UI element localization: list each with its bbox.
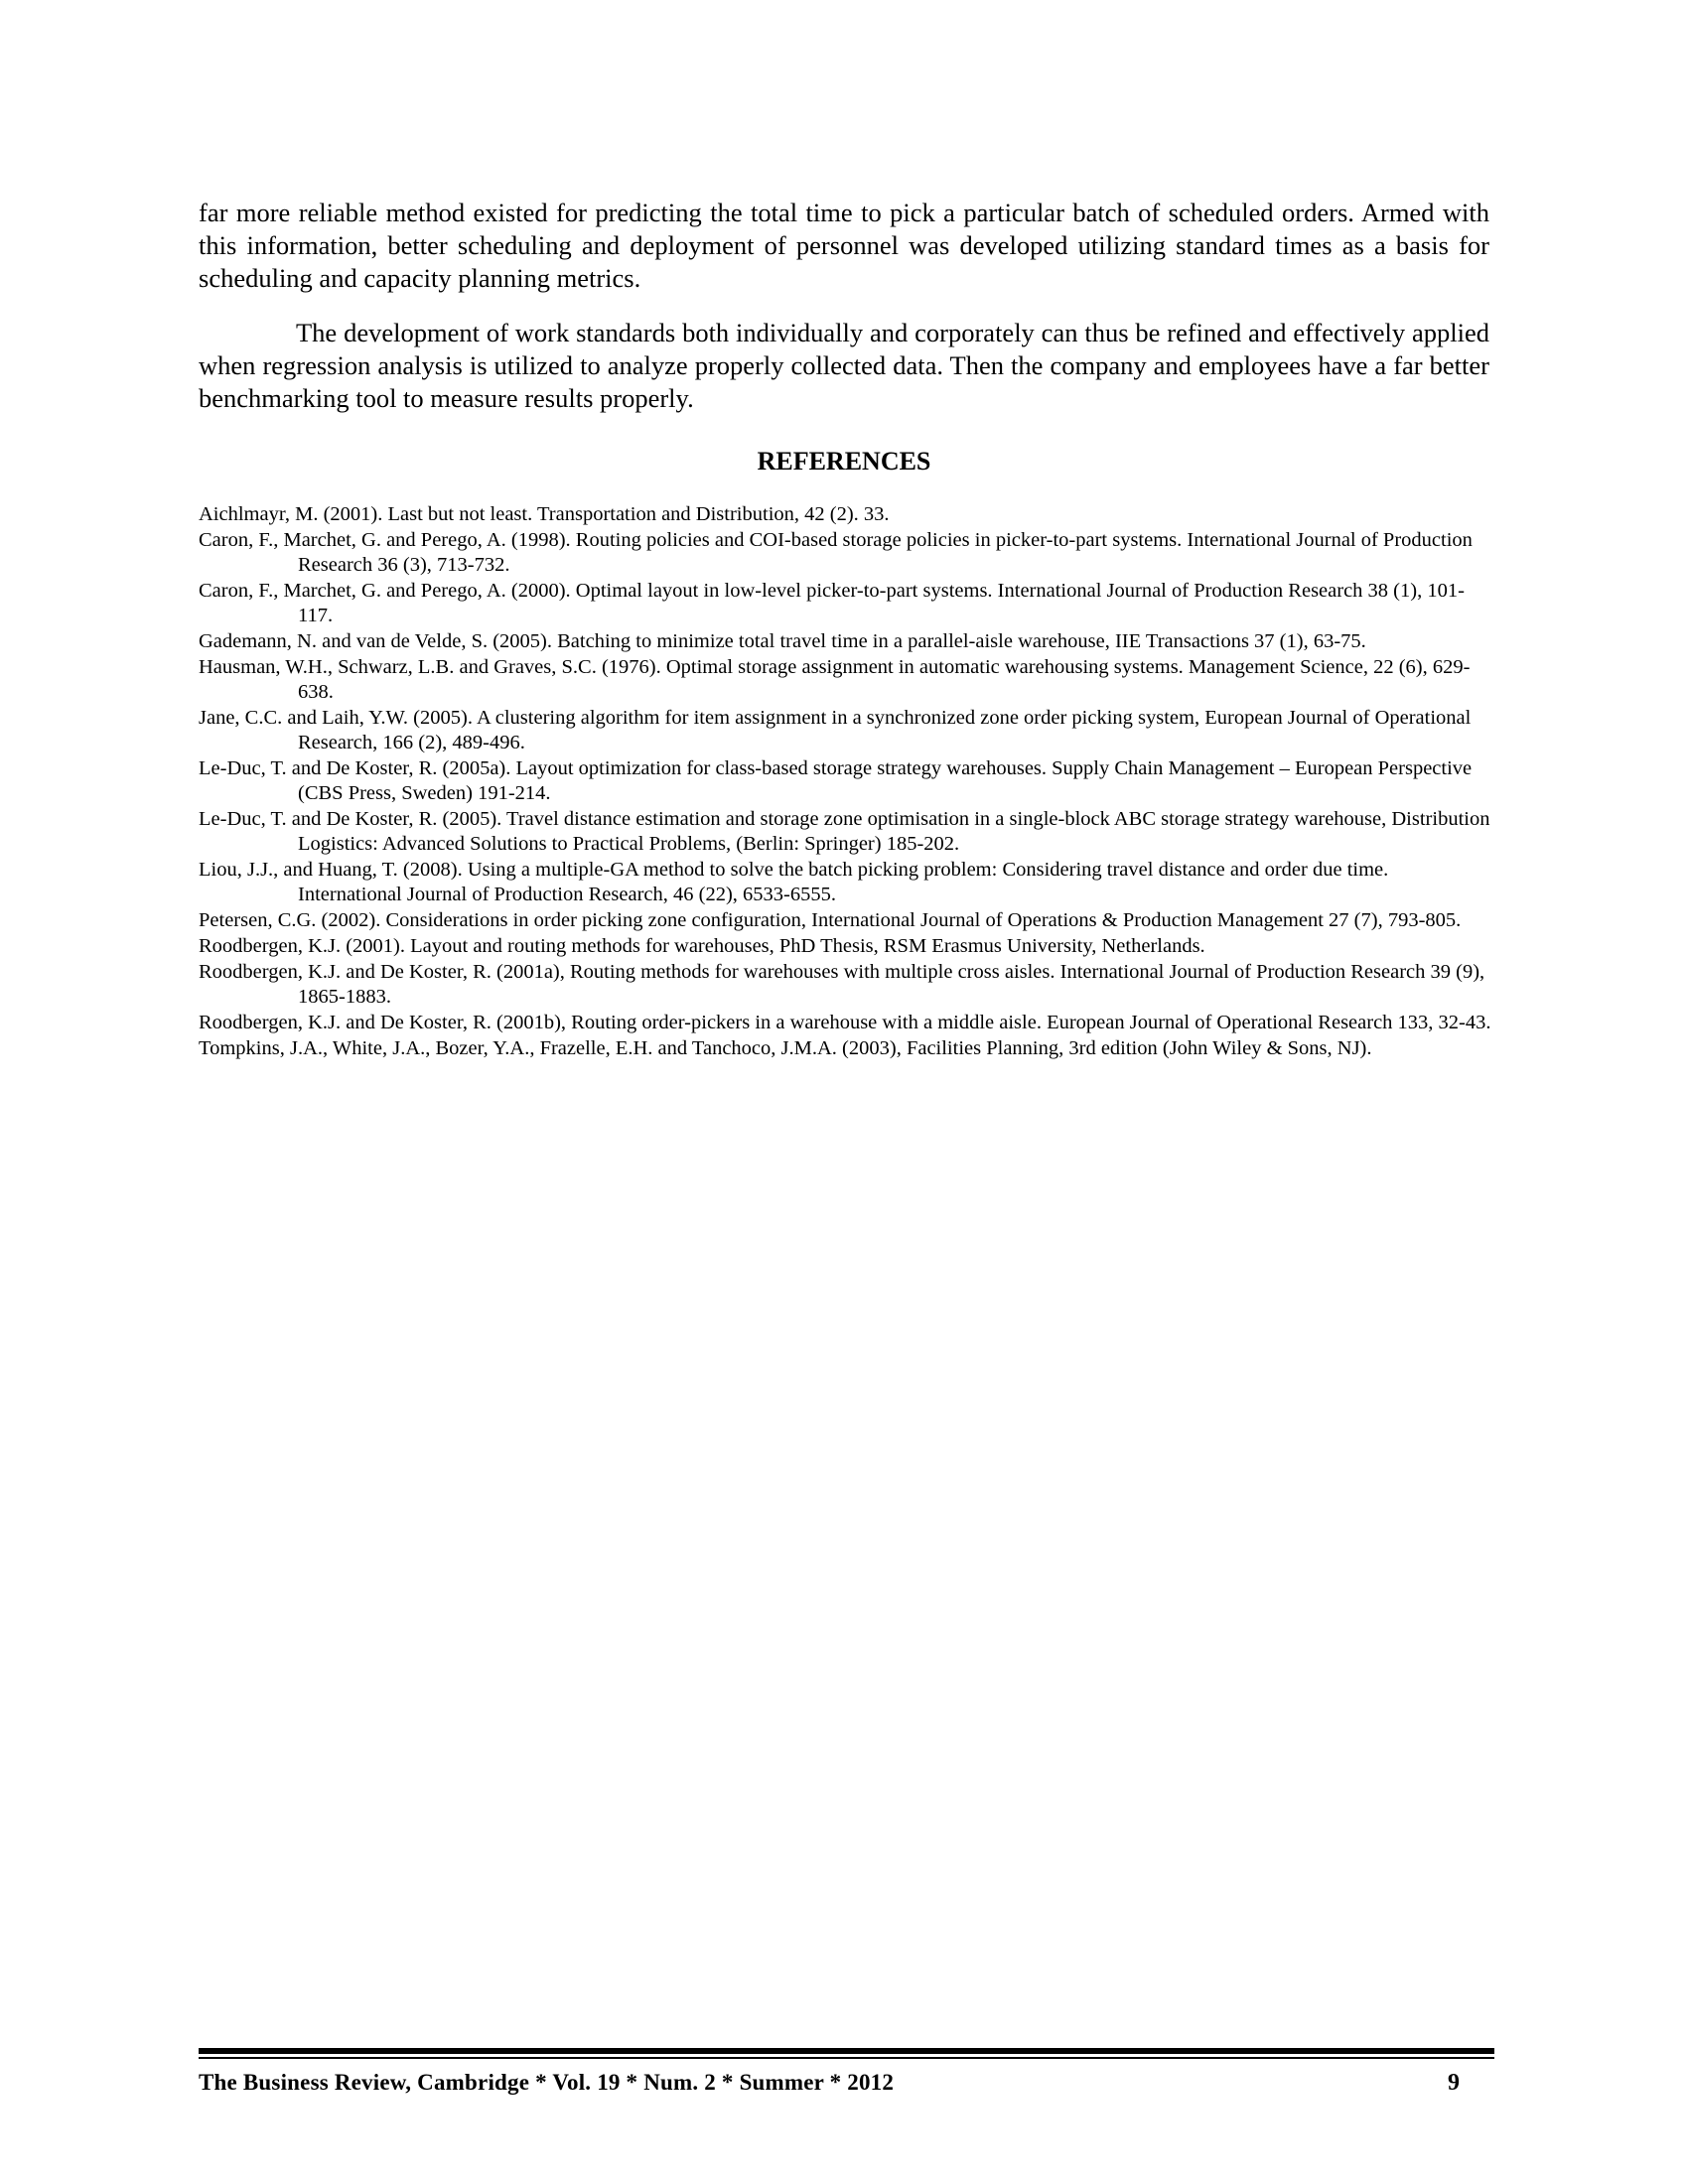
reference-item: Jane, C.C. and Laih, Y.W. (2005). A clustering algorithm for item assignment in a synchronized zone order picking system, European Journal of Operational Research, 166 (2), 489-496. xyxy=(199,707,1472,753)
footer-rule-thick xyxy=(199,2048,1494,2054)
reference-item: Gademann, N. and van de Velde, S. (2005). Batching to minimize total travel time in a parallel-aisle warehouse, IIE Transactions 37 (1), 63-75. xyxy=(199,630,1366,652)
body-text xyxy=(199,197,1489,437)
reference-item: Tompkins, J.A., White, J.A., Bozer, Y.A., Frazelle, E.H. and Tanchoco, J.M.A. (2003), Facilities Planning, 3rd edition (John Wiley & Sons, NJ). xyxy=(199,1037,1372,1059)
references-heading: REFERENCES xyxy=(757,447,931,476)
footer-rule-thin xyxy=(199,2057,1494,2059)
reference-item: Caron, F., Marchet, G. and Perego, A. (2000). Optimal layout in low-level picker-to-part systems. International Journal of Production Research 38 (1), 101-117. xyxy=(199,580,1465,626)
reference-item: Le-Duc, T. and De Koster, R. (2005). Travel distance estimation and storage zone optimisation in a single-block ABC storage strategy warehouse, Distribution Logistics: Advanced Solutions to Practical Problems, (Berlin: Springer) 185-202. xyxy=(199,808,1490,855)
reference-item: Aichlmayr, M. (2001). Last but not least. Transportation and Distribution, 42 (2). 33. xyxy=(199,503,890,525)
reference-item: Roodbergen, K.J. and De Koster, R. (2001a), Routing methods for warehouses with multiple cross aisles. International Journal of Production Research 39 (9), 1865-1883. xyxy=(199,961,1485,1008)
reference-item: Caron, F., Marchet, G. and Perego, A. (1998). Routing policies and COI-based storage policies in picker-to-part systems. International Journal of Production Research 36 (3), 713-732. xyxy=(199,529,1473,576)
page-number: 9 xyxy=(1448,2070,1460,2096)
body-paragraph: The development of work standards both individually and corporately can thus be refined and effectively applied when regression analysis is utilized to analyze properly collected data. Then the company and employees have a far better benchmarking tool to measure results properly. xyxy=(199,318,1489,413)
reference-item: Petersen, C.G. (2002). Considerations in order picking zone configuration, International Journal of Operations & Production Management 27 (7), 793-805. xyxy=(199,909,1462,931)
body-paragraph: far more reliable method existed for predicting the total time to pick a particular batch of scheduled orders. Armed with this information, better scheduling and deployment of personnel was developed utilizing standard times as a basis for scheduling and capacity planning metrics. xyxy=(199,198,1489,293)
reference-item: Roodbergen, K.J. (2001). Layout and routing methods for warehouses, PhD Thesis, RSM Erasmus University, Netherlands. xyxy=(199,935,1205,957)
footer-journal-info: The Business Review, Cambridge * Vol. 19 * Num. 2 * Summer * 2012 xyxy=(199,2070,895,2095)
reference-item: Roodbergen, K.J. and De Koster, R. (2001b), Routing order-pickers in a warehouse with a middle aisle. European Journal of Operational Research 133, 32-43. xyxy=(199,1012,1491,1033)
reference-item: Liou, J.J., and Huang, T. (2008). Using a multiple-GA method to solve the batch picking problem: Considering travel distance and order due time. International Journal of Production Research, 46 (22), 6533-6555. xyxy=(199,859,1389,905)
reference-item: Hausman, W.H., Schwarz, L.B. and Graves, S.C. (1976). Optimal storage assignment in automatic warehousing systems. Management Science, 22 (6), 629-638. xyxy=(199,656,1471,703)
references-list xyxy=(199,502,1494,1062)
reference-item: Le-Duc, T. and De Koster, R. (2005a). Layout optimization for class-based storage strategy warehouses. Supply Chain Management – European Perspective (CBS Press, Sweden) 191-214. xyxy=(199,757,1473,804)
